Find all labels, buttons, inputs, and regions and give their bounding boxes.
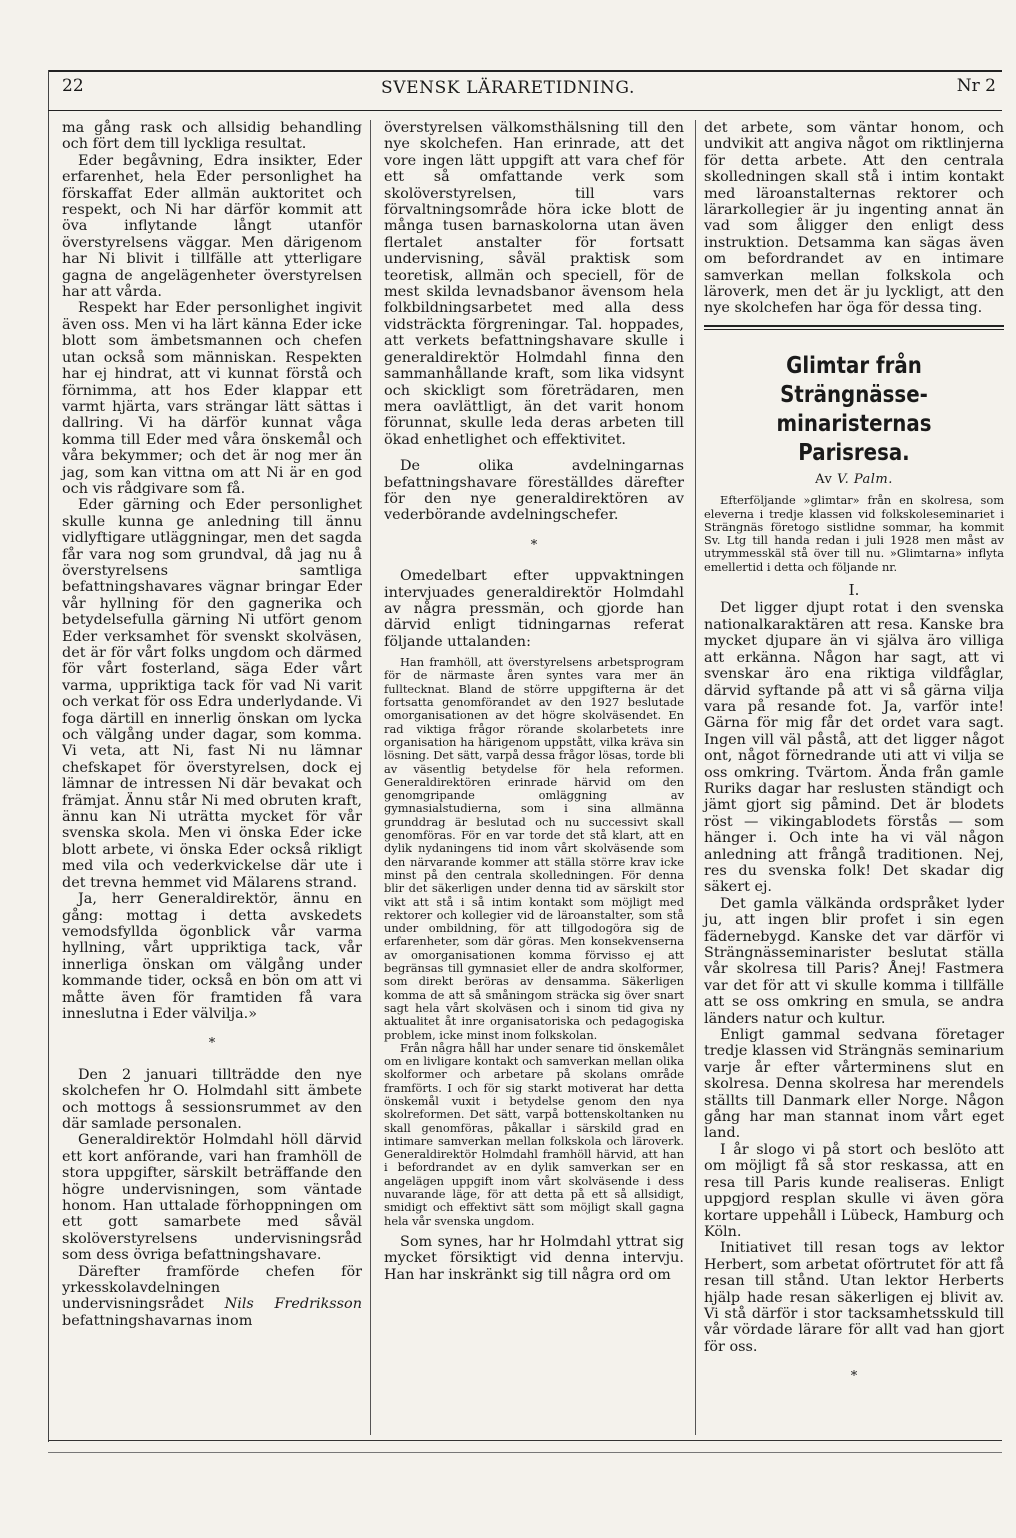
interview-paragraph: Han framhöll, att överstyrelsens arbetsprogram för de närmaste åren syntes vara mer än fulltecknat. Bland de större uppgifterna är det fortsatta genomförandet av den 1927 beslutade omorganisationen av det högre skolväsendet. En rad viktiga frågor rörande skolarbetets inre organisation ha härigenom uppstått, vilka kräva sin lösning. Det sätt, varpå dessa frågor lösas, torde bli av väsentlig betydelse för hela reformen. Generaldirektören erinrade härvid om den genomgripande omläggning av gymnasialstudierna, som i sina allmänna grunddrag är beslutad och nu successivt skall genomföras. För en var torde det stå klart, att en dylik nydaningens tid inom vårt skolväsende som den närvarande kommer att ställa större krav icke minst på den centrala skolledningen. För denna blir det säkerligen under denna tid av särskilt stor vikt att stå i så intim kontakt som möjligt med rektorer och kollegier vid de läroanstalter, som stå under ombildning, för att tillgodogöra sig de erfarenheter, som där göras. Men konsekvenserna av omorganisationen komma förvisso ej att begränsas till gymnasiet eller de andra skolformer, som direkt beröras av densamma. Säkerligen komma de att så småningom sträcka sig över snart sagt hela vårt skolväsen och i sinom tid giva ny aktualitet åt inre organisatoriska och pedagogiska problem, icke minst inom folkskolan. bbox=[384, 655, 684, 1042]
top-rule bbox=[48, 70, 1002, 72]
article-title bbox=[725, 352, 983, 468]
article-intro: Efterföljande »glimtar» från en skolresa, som eleverna i tredje klassen vid folkskoleseminariet i Strängnäs företogo sistlidne sommar, ha kommit Sv. Ltg till handa redan i juli 1928 men måst av utrymmesskäl stå över till nu. »Glimtarna» inflyta emellertid i detta och följande nr. bbox=[704, 493, 1004, 574]
article-title-line: Glimtar från Strängnässe- bbox=[780, 352, 928, 408]
section-star: * bbox=[208, 1036, 216, 1052]
person-name: Nils Fredriksson bbox=[224, 1296, 362, 1313]
paragraph-text: Därefter framförde chefen för yrkesskolavdelningen undervisningsrådet bbox=[62, 1263, 362, 1313]
paragraph: Eder gärning och Eder personlighet skulle kunna ge anledning till ännu vidlyftigare utläggningar, men det sagda får vara nog som grundval, då jag nu å överstyrelsens samtliga befattningshavares vägnar bringar Eder vår hyllning för den gagnerika och betydelsefulla gärning Ni utfört genom Eder verksamhet för svenskt skolväsen, det är för vårt folks ungdom och därmed för vårt fosterland, säga Eder vårt varma, uppriktiga tack för vad Ni varit och verkat för oss Edra underlydande. Vi foga därtill en innerlig önskan om lycka och välgång under dagar, som komma. Vi veta, att Ni, fast Ni nu lämnar chefskapet för överstyrelsen, dock ej lämnar de intressen Ni där bevakat och främjat. Ännu står Ni med obruten kraft, ännu kan Ni uträtta mycket för vår svenska skola. Men vi önska Eder icke blott arbete, vi önska Eder också rikligt med vila och vederkvickelse där ute i det trevna hemmet vid Mälarens strand. bbox=[62, 497, 362, 891]
paragraph: Det gamla välkända ordspråket lyder ju, att ingen blir profet i sin egen fädernebygd. Kanske det var därför vi Strängnässeminarister beslutat ställa vår skolresa till Paris? Ånej! Fastmera var det för att vi skulle komma i tillfälle att se oss omkring en smula, se andra länders natur och kultur. bbox=[704, 895, 1004, 1027]
bottom-rule bbox=[48, 1440, 1002, 1441]
interview-paragraph: Från några håll har under senare tid önskemålet om en livligare kontakt och samverkan mellan olika skolformer och arbetare på skolans område framförts. I och för sig starkt motiverat har detta önskemål vuxit i betydelse genom den nya skolreformen. Det sätt, varpå bottenskoltanken nu skall genomföras, påkallar i särskild grad en intimare samverkan mellan folkskola och läroverk. Generaldirektör Holmdahl framhöll härvid, att han i befordrandet av en dylik samverkan ser en angelägen uppgift inom vårt skolväsende i dess nuvarande läge, för att detta på ett så allsidigt, smidigt och effektivt sätt som möjligt skall gagna hela vår svenska ungdom. bbox=[384, 1040, 684, 1228]
section-star: * bbox=[850, 1369, 858, 1385]
paragraph: överstyrelsen välkomsthälsning till den nye skolchefen. Han erinrade, att det vore ingen lätt uppgift att vara chef för ett så omfattande verk som skolöverstyrelsen, till vars förvaltningsområde höra icke blott de många tusen barnaskolorna utan även flertalet anstalter för fortsatt undervisning, såväl praktisk som teoretisk, allmän och speciell, för de mest skilda levnadsbanor ävensom hela folkbildningsarbetet med alla dess vidsträckta förgreningar. Tal. hoppades, att verkets befattningshavare skulle i generaldirektör Holmdahl finna den sammanhållande kraft, som lika vidsynt och skickligt som företrädaren, men mera oavlättligt, än det varit honom förunnat, skulle leda deras arbeten till ökad enhetlighet och effektivitet. bbox=[384, 120, 684, 448]
article-title-line: minaristernas Parisresa. bbox=[776, 410, 932, 466]
paragraph: De olika avdelningarnas befattningshavare föreställdes därefter för den nye generaldirektören av vederbörande avdelningschefer. bbox=[384, 458, 684, 524]
paragraph: Omedelbart efter uppvaktningen intervjuades generaldirektör Holmdahl av några pressmän, och gjorde han därvid enligt tidningarnas referat följande uttalanden: bbox=[384, 568, 684, 650]
paragraph: det arbete, som väntar honom, och undvikit att angiva något om riktlinjerna för detta arbete. Att den centrala skolledningen skall stå i intim kontakt med läroanstalternas rektorer och lärarkollegier är ju ingenting annat än vad som åligger den enligt dess instruktion. Detsamma kan sägas även om befordrandet av en intimare samverkan mellan folkskola och läroverk, men det är ju lyckligt, att den nye skolchefen har öga för dessa ting. bbox=[704, 120, 1004, 317]
paragraph: Den 2 januari tillträdde den nye skolchefen hr O. Holmdahl sitt ämbete och mottogs å sessionsrummet av den där samlade personalen. bbox=[62, 1066, 362, 1132]
column-2 bbox=[384, 120, 684, 1283]
paragraph: ma gång rask och allsidig behandling och fört dem till lyckliga resultat. bbox=[62, 120, 362, 153]
paragraph: Som synes, har hr Holmdahl yttrat sig mycket försiktigt vid denna intervju. Han har inskränkt sig till några ord om bbox=[384, 1233, 684, 1283]
article-separator bbox=[704, 325, 1004, 330]
header-rule bbox=[48, 110, 1002, 111]
byline-prefix: Av bbox=[815, 471, 833, 487]
paragraph-text: befattningshavarnas inom bbox=[62, 1312, 253, 1329]
paragraph: Enligt gammal sedvana företager tredje klassen vid Strängnäs seminarium varje år efter vårterminens slut en skolresa. Denna skolresa har merendels ställts till Danmark eller Norge. Någon gång har man stannat inom vårt eget land. bbox=[704, 1027, 1004, 1142]
paragraph bbox=[62, 1264, 362, 1330]
paragraph: Eder begåvning, Edra insikter, Eder erfarenhet, hela Eder personlighet ha förskaffat Eder allmän auktoritet och respekt, och Ni har därför kommit att öva inflytande långt utanför överstyrelsens väggar. Men därigenom har Ni blivit i tillfälle att ytterligare gagna de angelägenheter överstyrelsen har att vårda. bbox=[62, 152, 362, 301]
paragraph: Ja, herr Generaldirektör, ännu en gång: mottag i detta avskedets vemodsfyllda ögonblick vår varma hyllning, vårt uppriktiga tack, vår innerliga önskan om välgång under kommande tider, också en bön om att vi måtte även för framtiden få vara inneslutna i Eder välvilja.» bbox=[62, 891, 362, 1022]
column-1 bbox=[62, 120, 362, 1329]
column-divider bbox=[370, 120, 371, 1435]
paragraph: Respekt har Eder personlighet ingivit även oss. Men vi ha lärt känna Eder icke blott som ämbetsmannen och chefen utan också som människan. Respekten har ej hindrat, att vi kunnat förstå och förnimma, att hos Eder klappar ett varmt hjärta, vars strängar lätt sättas i dallring. Vi ha därför kunnat våga komma till Eder med våra önskemål och våra bekymmer; och det är nog mer än jag, som kan vittna om att Ni är en god och vis rådgivare som få. bbox=[62, 300, 362, 497]
section-star: * bbox=[530, 537, 538, 553]
publication-title: SVENSK LÄRARETIDNING. bbox=[381, 78, 635, 98]
byline bbox=[704, 472, 1004, 488]
section-number: I. bbox=[848, 581, 860, 600]
byline-author: V. Palm. bbox=[836, 471, 893, 487]
paragraph: Det ligger djupt rotat i den svenska nationalkaraktären att resa. Kanske bra mycket djupare än vi själva äro villiga att erkänna. Någon har sagt, att vi svenskar äro ena riktiga vildfåglar, därvid syftande på att vi så gärna vilja vara på resande fot. Ja, varför inte! Gärna för mig får det ordet vara sagt. Ingen vill väl påstå, att det ligger något ont, något förnedrande uti att vi vilja se oss omkring. Tvärtom. Ända från gamle Ruriks dagar har reslusten ständigt och jämt gjort sig påmind. Det är blodets röst — vikingablodets förstås — som hänger i. Och inte ha vi väl någon anledning att frångå traditionen. Nej, res du svenska folk! Det skadar dig säkert ej. bbox=[704, 600, 1004, 896]
paragraph: Initiativet till resan togs av lektor Herbert, som arbetat oförtrutet för att få resan till stånd. Utan lektor Herberts hjälp hade resan säkerligen ej blivit av. Vi stå därför i stor tacksamhetsskuld till vår vördade lärare för allt vad han gjort för oss. bbox=[704, 1240, 1004, 1355]
paragraph: I år slogo vi på stort och beslöto att om möjligt få så stor reskassa, att en resa till Paris kunde realiseras. Enligt uppgjord resplan skulle vi även göra kortare uppehåll i Lübeck, Hamburg och Köln. bbox=[704, 1141, 1004, 1240]
bottom-rule-secondary bbox=[48, 1452, 1002, 1453]
issue-number: Nr 2 bbox=[956, 76, 996, 96]
page-number: 22 bbox=[62, 76, 84, 96]
left-margin-rule bbox=[48, 70, 49, 1442]
column-3 bbox=[704, 120, 1004, 1400]
paragraph: Generaldirektör Holmdahl höll därvid ett kort anförande, vari han framhöll de stora uppgifter, särskilt beträffande den högre undervisningen, som väntade honom. Han uttalade förhoppningen om ett gott samarbete med såväl skolöverstyrelsens undervisningsråd som dess övriga befattningshavare. bbox=[62, 1132, 362, 1264]
column-divider bbox=[695, 120, 696, 1435]
